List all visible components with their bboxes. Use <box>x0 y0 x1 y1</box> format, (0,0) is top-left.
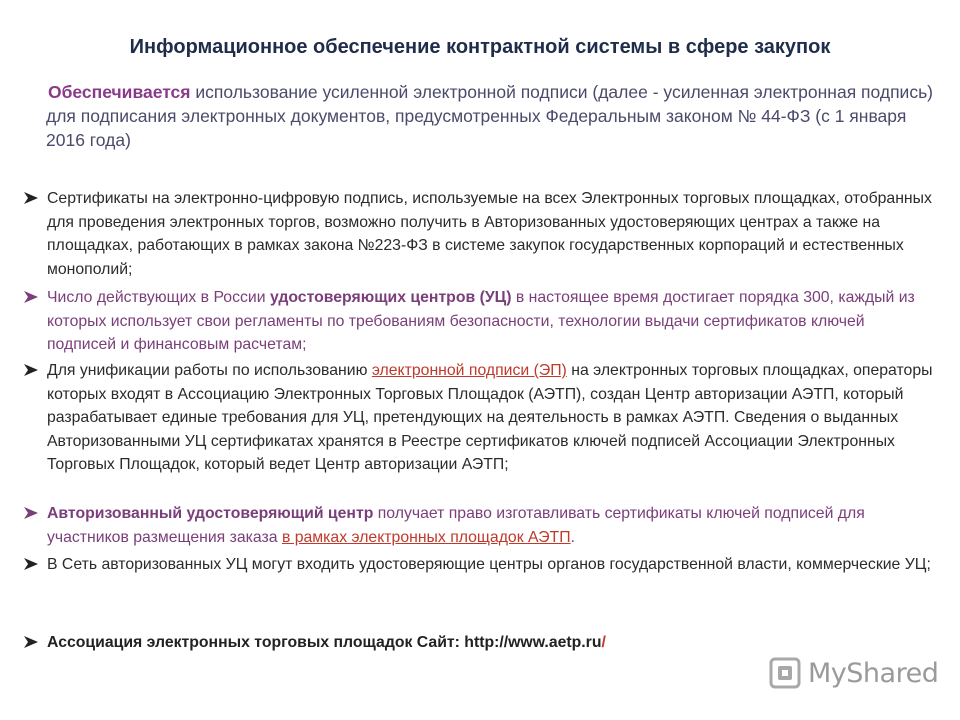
slide-title: Информационное обеспечение контрактной системы в сфере закупок <box>129 36 831 58</box>
bullet-4-bold: Авторизованный удостоверяющий центр <box>47 505 374 522</box>
intro-paragraph <box>46 80 936 152</box>
url-slash: / <box>601 634 606 651</box>
arrow-bullet-icon <box>22 556 40 572</box>
bullet-item-5 <box>22 553 934 577</box>
intro-bold: Обеспечивается <box>48 82 191 102</box>
bullet-text-4 <box>47 502 934 549</box>
arrow-bullet-icon <box>22 634 40 650</box>
aetp-platforms-link[interactable]: в рамках электронных площадок АЭТП <box>281 528 571 546</box>
bullet-2-pre: Число действующих в России <box>47 289 270 306</box>
arrow-bullet-icon <box>22 289 40 305</box>
logo-text: MyShared <box>808 657 939 689</box>
bullet-item-2 <box>22 286 934 357</box>
bullet-item-6 <box>22 631 934 655</box>
bullet-item-3 <box>22 359 934 477</box>
bullet-3-pre: Для унификации работы по использованию <box>47 362 372 379</box>
arrow-bullet-icon <box>22 505 40 521</box>
bullet-item-4 <box>22 502 934 549</box>
myshared-logo-icon <box>768 656 802 690</box>
esign-link[interactable]: электронной подписи (ЭП) <box>371 362 567 379</box>
myshared-logo <box>768 656 938 690</box>
bullet-text-2 <box>47 286 934 357</box>
bullet-3-post: на электронных торговых площадках, операторы которых входят в Ассоциацию Электронных Торговых Площадок (АЭТП), создан Центр авторизации АЭТП, который разрабатывает единые требования для УЦ, претендующих на деятельность в рамках АЭТП. Сведения о выданных Авторизованными УЦ сертификатах хранятся в Реестре сертификатов ключей подписей Ассоциации Электронных Торговых Площадок, который ведет Центр авторизации АЭТП; <box>47 362 933 473</box>
bullet-text-3 <box>47 359 934 477</box>
bullet-4-pre: получает право изготавливать сертификаты ключей подписей для участников размещения заказа <box>47 505 865 546</box>
aetp-site-text[interactable]: Ассоциация электронных торговых площадок Сайт: http://www.aetp.ru <box>47 634 602 651</box>
bullet-item-1 <box>22 187 934 281</box>
intro-text: использование усиленной электронной подписи (далее - усиленная электронная подпись) для подписания электронных документов, предусмотренных Федеральным законом № 44-ФЗ (с 1 января 2016 года) <box>46 82 934 150</box>
bullet-2-post: в настоящее время достигает порядка 300, каждый из которых использует свои регламенты по требованиям безопасности, технологии выдачи сертификатов ключей подписей и финансовым расчетам; <box>47 289 915 353</box>
bullet-text-6 <box>47 631 934 655</box>
bullet-text-5: В Сеть авторизованных УЦ могут входить удостоверяющие центры органов государственной власти, коммерческие УЦ; <box>47 556 931 573</box>
bullet-4-post: . <box>570 528 575 546</box>
arrow-bullet-icon <box>22 362 40 378</box>
bullet-2-bold: удостоверяющих центров (УЦ) <box>269 289 512 306</box>
arrow-bullet-icon <box>22 190 40 206</box>
bullet-text-1: Сертификаты на электронно-цифровую подпись, используемые на всех Электронных торговых площадках, отобранных для проведения электронных торгов, возможно получить в Авторизованных удостоверяющих центрах а также на площадках, работающих в рамках закона №223-ФЗ в системе закупок государственных корпораций и естественных монополий; <box>47 190 932 278</box>
